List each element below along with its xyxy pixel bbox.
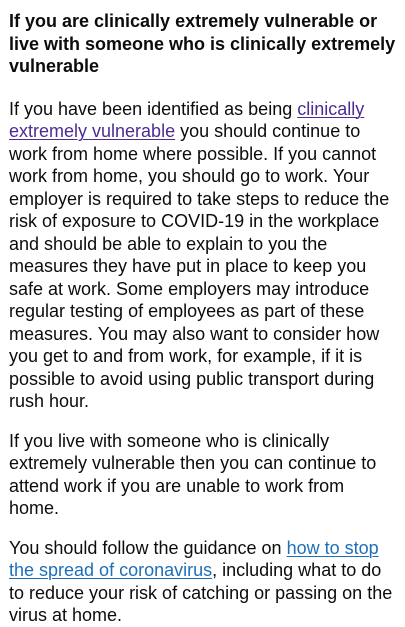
paragraph-follow-guidance (9, 537, 396, 627)
paragraph-text: If you live with someone who is clinically extremely vulnerable then you can continue to attend work if you are unable to work from home. (9, 430, 377, 518)
paragraph-working-from-home (9, 98, 396, 413)
paragraph-text: you should continue to work from home where possible. If you cannot work from home, you should go to work. Your employer is required to take steps to reduce the risk of exposure to COVID-19 in the workplace and should be able to explain to you the measures they have put in place to keep you safe at work. Some employers may introduce regular testing of employees as part of these measures. You may also want to consider how you get to and from work, for example, if it is possible to avoid using public transport during rush hour. (9, 121, 390, 411)
paragraph-text: , including what to do to reduce your risk of catching or passing on the virus at home. (9, 560, 393, 625)
paragraph-text: You should follow the guidance on (9, 537, 287, 558)
paragraph-living-with-vulnerable (9, 430, 396, 520)
clinically-extremely-vulnerable-link[interactable]: clinically extremely vulnerable (9, 98, 365, 141)
paragraph-text: If you have been identified as being (9, 98, 298, 119)
section-heading: If you are clinically extremely vulnerable or live with someone who is clinically extremely vulnerable (9, 11, 396, 76)
stop-spread-of-coronavirus-link[interactable]: how to stop the spread of coronavirus (9, 537, 379, 580)
